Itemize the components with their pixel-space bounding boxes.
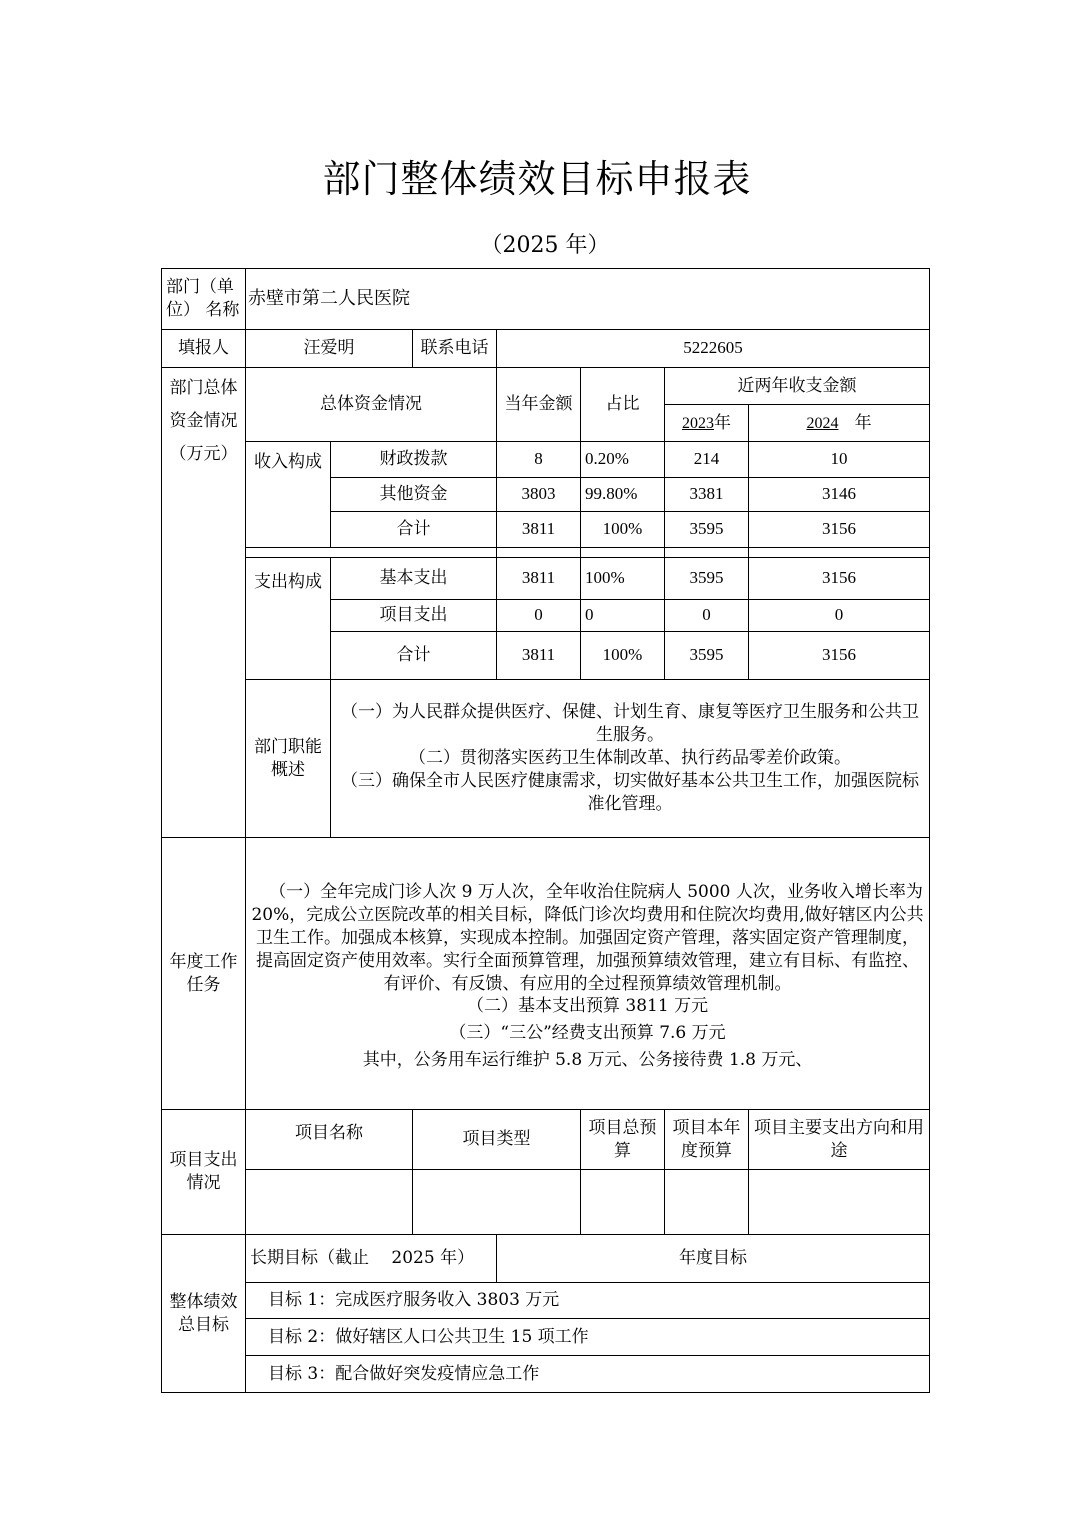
expense-total-ratio: 100% — [581, 632, 665, 680]
filler-label: 填报人 — [162, 330, 246, 368]
filler-value: 汪爱明 — [246, 330, 413, 368]
current-amount-header: 当年金额 — [497, 368, 581, 442]
income-item-name: 财政拨款 — [331, 442, 497, 478]
goal-item: 目标 3：配合做好突发疫情应急工作 — [246, 1356, 930, 1393]
task-item: （二）基本支出预算 3811 万元 — [467, 996, 709, 1017]
goal-item: 目标 1：完成医疗服务收入 3803 万元 — [246, 1283, 930, 1319]
project-usage-cell — [749, 1170, 930, 1235]
expense-item-name: 项目支出 — [331, 600, 497, 632]
expense-total-amount: 3811 — [497, 632, 581, 680]
expense-2023: 3595 — [665, 558, 749, 600]
project-name-header: 项目名称 — [246, 1110, 413, 1170]
expense-total-2024: 3156 — [749, 632, 930, 680]
expense-2024: 3156 — [749, 558, 930, 600]
income-item-name: 其他资金 — [331, 478, 497, 512]
project-empty-row — [162, 1170, 930, 1235]
performance-form-table — [161, 268, 930, 1393]
expense-amount: 0 — [497, 600, 581, 632]
tasks-label: 年度工作任务 — [162, 838, 246, 1110]
expense-ratio: 100% — [581, 558, 665, 600]
projects-label: 项目支出情况 — [162, 1110, 246, 1235]
task-item: 其中，公务用车运行维护 5.8 万元、公务接待费 1.8 万元、 — [362, 1050, 813, 1071]
funds-section-label: 部门总体资金情况（万元） — [162, 368, 246, 838]
project-annual-budget-cell — [665, 1170, 749, 1235]
expense-amount: 3811 — [497, 558, 581, 600]
income-amount: 3803 — [497, 478, 581, 512]
page-title: 部门整体绩效目标申报表 — [322, 157, 752, 201]
function-item: （一）为人民群众提供医疗、保健、计划生育、康复等医疗卫生服务和公共卫生服务。 — [341, 702, 920, 746]
unit-name-value: 赤壁市第二人民医院 — [246, 269, 930, 330]
income-amount: 8 — [497, 442, 581, 478]
income-2023: 3381 — [665, 478, 749, 512]
income-2024: 10 — [749, 442, 930, 478]
expense-ratio: 0 — [581, 600, 665, 632]
income-group-label: 收入构成 — [246, 442, 331, 548]
recent-two-years-header: 近两年收支金额 — [665, 368, 930, 405]
expense-2024: 0 — [749, 600, 930, 632]
income-total-2024: 3156 — [749, 512, 930, 548]
unit-name-label: 部门（单位） 名称 — [162, 269, 246, 330]
year-2023-header: 2023年 — [665, 405, 749, 442]
ratio-header: 占比 — [581, 368, 665, 442]
project-usage-header: 项目主要支出方向和用途 — [749, 1110, 930, 1170]
annual-goal-header: 年度目标 — [497, 1235, 930, 1283]
expense-total-2023: 3595 — [665, 632, 749, 680]
function-item: （三）确保全市人民医疗健康需求，切实做好基本公共卫生工作，加强医院标准化管理。 — [341, 770, 920, 814]
functions-text — [331, 680, 930, 838]
project-total-budget-cell — [581, 1170, 665, 1235]
income-2024: 3146 — [749, 478, 930, 512]
income-total-amount: 3811 — [497, 512, 581, 548]
functions-label: 部门职能概述 — [246, 680, 331, 838]
income-2023: 214 — [665, 442, 749, 478]
income-total-2023: 3595 — [665, 512, 749, 548]
year-2024-header: 2024 年 — [749, 405, 930, 442]
page-subtitle: （2025 年） — [480, 233, 610, 258]
goal-item: 目标 2：做好辖区人口公共卫生 15 项工作 — [246, 1319, 930, 1356]
income-total-ratio: 100% — [581, 512, 665, 548]
expense-total-label: 合计 — [331, 632, 497, 680]
goals-label: 整体绩效总目标 — [162, 1235, 246, 1393]
function-item: （二）贯彻落实医药卫生体制改革、执行药品零差价政策。 — [409, 748, 852, 769]
expense-group-label: 支出构成 — [246, 558, 331, 680]
task-item: （一）全年完成门诊人次 9 万人次，全年收治住院病人 5000 人次，业务收入增长率为 20%，完成公立医院改革的相关目标，降低门诊次均费用和住院次均费用,做好辖区内公共卫生工作。加强成本核算，实现成本控制。加强固定资产管理，落实固定资产管理制度，提高固定资产使用效率。实行全面预算管理，加强预算绩效管理，建立有目标、有监控、有评价、有反馈、有应用的全过程预算绩效管理机制。 — [251, 881, 924, 994]
expense-row — [162, 558, 930, 600]
project-type-cell — [413, 1170, 581, 1235]
expense-item-name: 基本支出 — [331, 558, 497, 600]
income-total-label: 合计 — [331, 512, 497, 548]
long-term-goal-header: 长期目标（截止 2025 年） — [246, 1235, 497, 1283]
overall-funds-header: 总体资金情况 — [246, 368, 497, 442]
tasks-text — [246, 838, 930, 1110]
project-name-cell — [246, 1170, 413, 1235]
project-type-header: 项目类型 — [413, 1110, 581, 1170]
project-annual-budget-header: 项目本年度预算 — [665, 1110, 749, 1170]
income-ratio: 0.20% — [581, 442, 665, 478]
phone-value: 5222605 — [497, 330, 930, 368]
task-item: （三）“三公”经费支出预算 7.6 万元 — [449, 1023, 726, 1044]
income-ratio: 99.80% — [581, 478, 665, 512]
phone-label: 联系电话 — [413, 330, 497, 368]
project-total-budget-header: 项目总预算 — [581, 1110, 665, 1170]
expense-2023: 0 — [665, 600, 749, 632]
income-row — [162, 442, 930, 478]
